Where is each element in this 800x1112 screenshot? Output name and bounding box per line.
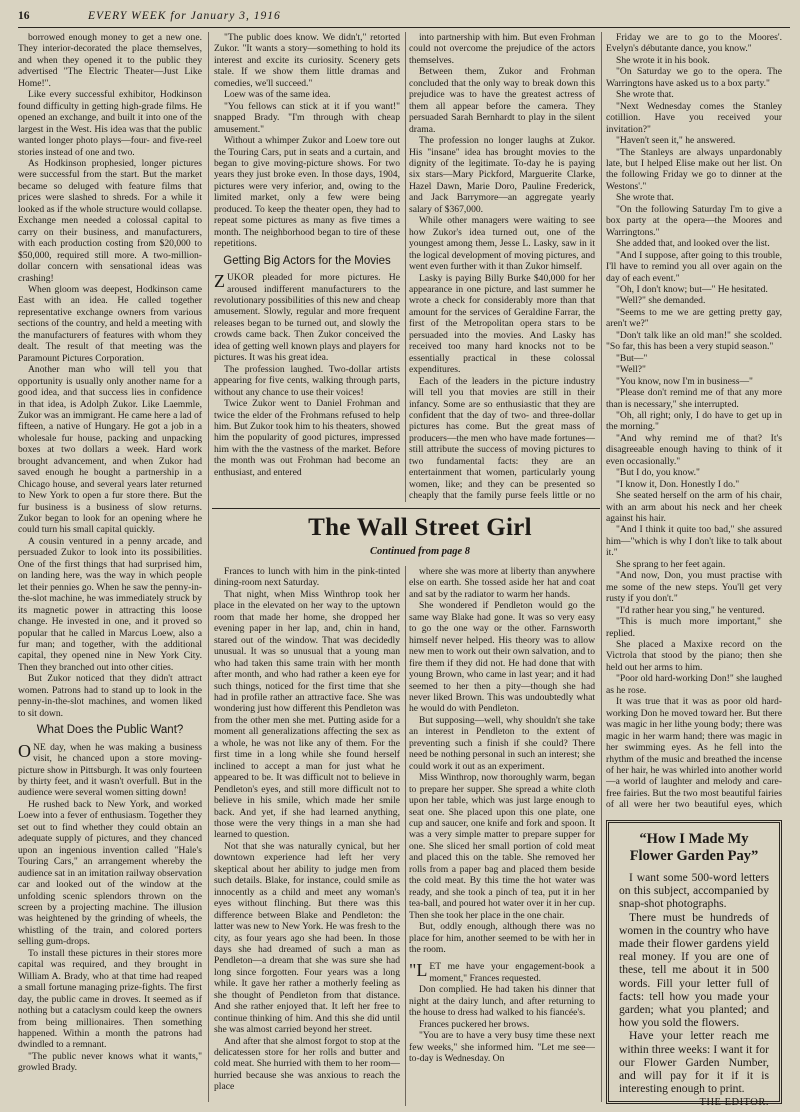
notice-body [619, 871, 769, 1095]
paragraph: Have your letter reach me within three weeks: I want it for our Flower Garden Number, and will pay for it if it is interesting enough to print. [619, 1029, 769, 1096]
paragraph: It was true that it was as poor old hard-working Don he moved toward her. But there was magic in her lithe young body; there was magic in her warm hand; there was magic in her swimming eyes. As he fell into the rhythm of the music and breathed the incense of her hair, he was whirled into another world—a world of laughter and melody and care-free fairies. But the two most beautiful fairies of all were her two beautiful eyes, which [606, 696, 782, 811]
paragraph: Without a whimper Zukor and Loew tore out the Touring Cars, put in seats and a curtain, and began to give moving-picture shows. For two years they just broke even. In those days, 1904, pictures were very inferior, and, owing to the limited market, only a few were being produced. To keep the theater open, they had to repeat some pictures as many as five times a month. The neighborhood began to tire of these repetitions. [214, 135, 400, 250]
paragraph: She added that, and looked over the list. [616, 238, 770, 250]
story-column-3 [409, 566, 595, 1106]
paragraph: I want some 500-word letters on this subject, accompanied by snap-shot photographs. [619, 871, 769, 911]
paragraph: A cousin ventured in a penny arcade, and persuaded Zukor to look into its possibilities. One of the first things that had surprised him, on landing here, was the way in which people let their pennies go. When he saw the penny-in-the-slot machine, he was immediately struck by its magnetic power in attracting this loose change. He invested in one, and it proved so popular that he called in Marcus Loew, also a fur man; and together, with the additional capital, they opened nine in New York City. Then they branched out into other cities. [18, 535, 202, 673]
paragraph: "Well?" [616, 364, 646, 376]
paragraph: "But—" [616, 352, 648, 364]
paragraph: "But I do, you know." [616, 467, 700, 479]
page-number: 16 [18, 10, 30, 22]
paragraph: "Haven't seen it," he answered. [616, 135, 736, 147]
paragraph: There must be hundreds of women in the country who have made their flower gardens yield real money. If you are one of these, tell me about it in 500 words. Fill your letter full of facts: tell how you made your garden; what you planted; and how you sold the flowers. [619, 910, 769, 1030]
paragraph: But Zukor noticed that they didn't attract women. Patrons had to stand up to look in the penny-in-the-slot machines, and women liked to sit down. [18, 673, 202, 719]
paragraph: The profession no longer laughs at Zukor. His "insane" idea has brought movies to the dignity of the legitimate. To-day he is paying six stars—Mary Pickford, Marguerite Clarke, Hazel Dawn, Marie Doro, Pauline Frederick, and Jack Barrymore—an aggregate yearly salary of $367,000. [409, 135, 595, 215]
paragraph: Frances to lunch with him in the pink-tinted dining-room next Saturday. [214, 566, 400, 589]
paragraph: "On Saturday we go to the opera. The Warringtons have asked us to a box party." [606, 66, 782, 89]
paragraph: "I'd rather hear you sing," he ventured. [616, 604, 765, 616]
section-heading: Getting Big Actors for the Movies [223, 254, 391, 267]
paragraph: That night, when Miss Winthrop took her place in the elevated on her way to the uptown room that made her home, she dropped her evening paper in her lap, and, chin in hand, stared out of the window. That was decidedly unusual. It was so unusual that a young man who had taken this same train with her month after month, and who had rather a keen eye for such things, noticed for the first time that she had in profile rather an attractive face. She was wondering just how different this Pendleton was from the other men she met. Putting aside for a moment all generalizations affecting the sex as a whole, he was not like any of them. For the first time in a long while she found herself inclined to accept a man for just what he appeared to be. It was difficult not to believe in Pendleton's eyes, and still more difficult not to believe in his smile, which made her smile back. And yet, if she had learned anything, those were the very things in a man she had learned to question. [214, 588, 400, 841]
paragraph: Each of the leaders in the picture industry will tell you that movies are still in their infancy. Some are so enthusiastic that they are confident that the day of two- and three-dollar pictures has come. But the great mass of producers—the men who have made fortunes—still attribute the success of moving pictures to two fundamental facts: they are an entertainment that women, particularly young women, like; and they can be presented so cheaply that the family purse feels little or no [409, 375, 595, 502]
paragraph: She sprang to her feet again. [616, 558, 726, 570]
notice-title: “How I Made My Flower Garden Pay” [629, 831, 759, 864]
paragraph: Frances puckered her brows. [419, 1018, 530, 1030]
paragraph: "Don't talk like an old man!" she scolded. "So far, this has been a very stupid season." [606, 329, 782, 353]
paragraph: "Oh, all right; only, I do have to get up in the morning." [606, 409, 782, 433]
paragraph: While other managers were waiting to see how Zukor's idea turned out, one of the youngest among them, Jesse L. Lasky, saw in it the logical development of moving pictures, and went even further with it than Zukor himself. [409, 215, 595, 273]
paragraph: She wrote that. [616, 192, 674, 204]
column-rule [405, 32, 406, 502]
article-column-3 [409, 32, 595, 502]
column-rule [405, 566, 406, 1106]
header-rule [18, 27, 790, 28]
story-continued-from: Continued from page 8 [369, 546, 471, 557]
paragraph: where she was more at liberty than anywhere else on earth. She tossed aside her hat and coat and sat by the radiator to warm her hands. [409, 566, 595, 600]
paragraph: She wrote that. [616, 89, 674, 101]
paragraph: Don complied. He had taken his dinner that night at the dairy lunch, and after returning to the house to dress had walked to his fiancée's. [409, 984, 595, 1019]
paragraph: "This is much more important," she replied. [606, 616, 782, 639]
paragraph: "Oh, I don't know; but—" He hesitated. [616, 283, 768, 295]
column-rule [601, 32, 602, 1102]
paragraph: Like every successful exhibitor, Hodkinson found difficulty in getting high-grade films. He opened an exchange, and built it into one of the largest in the West. His idea was that the public wanted longer photo plays—four- and five-reel stories instead of one and two. [18, 89, 202, 158]
paragraph: He rushed back to New York, and worked Loew into a fever of enthusiasm. Together they set out to find whether they could obtain an adequate supply of pictures, and they chanced upon an ingenious invention called "Hale's Touring Cars," an arrangement whereby the audience sat in an imitation railway observation car and looked out of the window at the unfolding scenic splendors thrown on the screen by a projecting machine. The illusion was heightened by the grinding of wheels, the whistling of the train, and colored porters selling gum-drops. [18, 798, 202, 948]
paragraph: "You know, now I'm in business—" [616, 375, 753, 387]
paragraph: "I know it, Don. Honestly I do." [616, 478, 740, 490]
paragraph: "LET me have your engagement-book a moment," Frances requested. [409, 960, 595, 984]
paragraph: Between them, Zukor and Frohman concluded that the only way to break down this prejudice was to have the greatest actress of them all appear before the camera. They persuaded Sarah Bernhardt to play in the silent drama. [409, 66, 595, 135]
paragraph: "And I think it quite too bad," she assured him—"which is why I don't like to talk about it." [606, 524, 782, 559]
notice-signature: THE EDITOR. [699, 1097, 769, 1109]
paragraph: "The Stanleys are always unpardonably late, but I helped Elise make out her list. On the following Friday we go to dinner at the Westons'." [606, 146, 782, 192]
paragraph: But, oddly enough, although there was no place for him, another seemed to be with her in the room. [409, 921, 595, 955]
paragraph: To install these pictures in their stores more capital was required, and they brought in William A. Brady, who at that time had reaped a small fortune managing prize-fights. The first day, the public came in droves. It seemed as if nothing but a cataclysm could keep the owners from being millionaires. Then something happened. Within a month the patrons had dwindled to a remnant. [18, 947, 202, 1051]
paragraph: She wrote it in his book. [616, 54, 710, 66]
paragraph: "And why remind me of that? It's disagreeable enough having to think of it even occasionally." [606, 432, 782, 467]
paragraph: "And now, Don, you must practise with me some of the new steps. You'll get very rusty if you don't." [606, 570, 782, 605]
article-column-1 [18, 32, 202, 1102]
paragraph: And after that she almost forgot to stop at the delicatessen store for her rolls and butter and cold meat. She hurried with them to her room—hurried because she was anxious to reach the place [214, 1035, 400, 1093]
paragraph: "The public does know. We didn't," retorted Zukor. "It wants a story—something to hold its interest and excite its curiosity. Scenery gets stale. If we show them little dramas and comedies, we'll succeed." [214, 32, 400, 89]
column-rule [208, 32, 209, 1102]
paragraph: ZUKOR pleaded for more pictures. He aroused indifferent manufacturers to the revolutionary possibilities of this new and cheap amusement. Slowly, regular and more frequent releases began to be turned out, and slowly the crowds came back. Then Zukor conceived the idea of getting well known plays and players for pictures. It was his great idea. [214, 271, 400, 364]
paragraph: As Hodkinson prophesied, longer pictures were successful from the start. But the market became so deluged with feature films that prices were slashed to shreds. For a while it looked as if the whole structure would collapse. Exchange men needed a colossal capital to carry on their business, and manufacturers, with each production costing from $20,000 to $50,000, required still more. A two-million-dollar concern with sensational ideas was crashing! [18, 157, 202, 284]
story-column-2 [214, 566, 400, 1106]
paragraph: borrowed enough money to get a new one. They interior-decorated the place themselves, and when they opened it to the public they advertised "The Electric Theater—Just Like Home!". [18, 32, 202, 89]
paragraph: She seated herself on the arm of his chair, with an arm about his neck and her cheek against his hair. [606, 490, 782, 525]
paragraph: When gloom was deepest, Hodkinson came East with an idea. He called together representative exchange owners from various sections of the country, and held a meeting with the manufacturers of features with whom they dealt. The result of that meeting was the Paramount Pictures Corporation. [18, 283, 202, 364]
paragraph: "You fellows can stick at it if you want!" snapped Brady. "I'm through with cheap amusement." [214, 100, 400, 135]
paragraph: into partnership with him. But even Frohman could not overcome the prejudice of the actors themselves. [409, 32, 595, 66]
paragraph: ONE day, when he was making a business visit, he chanced upon a store moving-picture show in Pittsburgh. It was only fourteen by thirty feet, and it wasn't overfull. But in the audience were several women sitting down! [18, 740, 202, 799]
paragraph: "Seems to me we are getting pretty gay, aren't we?" [606, 306, 782, 330]
paragraph: "Well?" she demanded. [616, 295, 706, 307]
section-heading: What Does the Public Want? [36, 724, 184, 737]
editor-notice-box [606, 820, 782, 1109]
paragraph: "Next Wednesday comes the Stanley cotillion. Have you received your invitation?" [606, 100, 782, 135]
paragraph: Another man who will tell you that opportunity is usually only another name for a good idea, and that success lies in confidence in that idea, is Adolph Zukor. Like Laemmle, Zukor was an immigrant. He came here a lad of fifteen, a native of Hungary. He got a job in a wholesale fur house, packing and unpacking boxes at two dollars a week. Hard work brought advancement, and when Zukor had saved enough he bought a partnership in a Chicago house, and several years later returned to New York to open a fur store there. But the fur business is a business of slow returns. Zukor began to look for an opening where he could turn his small capital quickly. [18, 364, 202, 536]
running-title: EVERY WEEK for January 3, 1916 [88, 10, 281, 22]
story-column-4 [606, 32, 782, 812]
section-rule [212, 508, 600, 509]
paragraph: "You are to have a very busy time these next few weeks," she informed him. "Let me see—to-day is Wednesday. On [409, 1030, 595, 1065]
paragraph: But supposing—well, why shouldn't she take an interest in Pendleton to the extent of preventing such a finish if she could? There need be nothing personal in such an interest; she could work it out as an experiment. [409, 714, 595, 772]
paragraph: Not that she was naturally cynical, but her downtown experience had left her very skeptical about her ability to judge men from such details. Blake, for instance, could smile as innocently as a child and meet any woman's eyes without flinching. But there was this difference between Blake and Pendleton: the latter was new to New York. He was fresh to the city, as four years ago she had been. In those days she had dreamed of such a man as Pendleton—a dream that she was sure she had long since forgotten. Four years was a long while. It gave her rather a motherly feeling as she thought of Pendleton from that distance. And she rather enjoyed that. It left her free to continue thinking of him. And this she did until she was almost carried beyond her street. [214, 840, 400, 1036]
paragraph: The profession laughed. Two-dollar artists appearing for five cents, walking through parts, without any chance to use their voices! [214, 363, 400, 398]
paragraph: Friday we are to go to the Moores'. Evelyn's débutante dance, you know." [606, 32, 782, 55]
paragraph: Loew was of the same idea. [224, 89, 331, 101]
paragraph: Lasky is paying Billy Burke $40,000 for her appearance in one picture, and last summer he wrote a check for considerably more than that amount for the services of Geraldine Farrar, the first of the Metropolitan opera stars to be persuaded into the movies. And Lasky has received too many hard knocks not to be essentially practical in these colossal expenditures. [409, 272, 595, 376]
page-header [18, 10, 790, 26]
paragraph: "Please don't remind me of that any more than is necessary," she interrupted. [606, 387, 782, 410]
paragraph: Miss Winthrop, now thoroughly warm, began to prepare her supper. She spread a white cloth upon her table, which was just large enough to seat one. She placed upon this one plate, one cup and saucer, one knife and fork and spoon. It was a very simple matter to prepare supper for one. She sliced her small portion of cold meat and placed this on the table. She removed her rolls from a paper bag and placed them beside the cold meat. By this time the hot water was ready, and she took a pinch of tea, put it in her tea-ball, and poured hot water over it in her cup. Then she took her place in the one chair. [409, 772, 595, 921]
paragraph: "On the following Saturday I'm to give a box party at the opera—the Moores and Warringtons." [606, 203, 782, 238]
article-column-2 [214, 32, 400, 502]
paragraph: "And I suppose, after going to this trouble, I'll have to remind you all over again on the day of each event." [606, 249, 782, 284]
paragraph: "The public never knows what it wants," growled Brady. [18, 1050, 202, 1074]
paragraph: Twice Zukor went to Daniel Frohman and twice the elder of the Frohmans refused to help him. But Zukor took him to his theaters, showed him the popularity of good pictures, impressed him with the the vastness of the market. Before the month was out Frohman had become an enthusiast, and entered [214, 398, 400, 478]
paragraph: She placed a Maxixe record on the Victrola that stood by the piano; then she held out her arms to him. [606, 639, 782, 673]
story-title: The Wall Street Girl [308, 514, 532, 541]
paragraph: "Poor old hard-working Don!" she laughed as he rose. [606, 673, 782, 696]
paragraph: She wondered if Pendleton would go the same way Blake had gone. It was so very easy to go the one way or the other. Farnsworth himself never helped. His theory was to allow new men to work out their own salvation, and to fire them if they did not. He had done that with young Brown, who came in last year; and it had seemed to her then a pity—though she had never liked Brown. This was undoubtedly what he would do with Pendleton. [409, 600, 595, 715]
